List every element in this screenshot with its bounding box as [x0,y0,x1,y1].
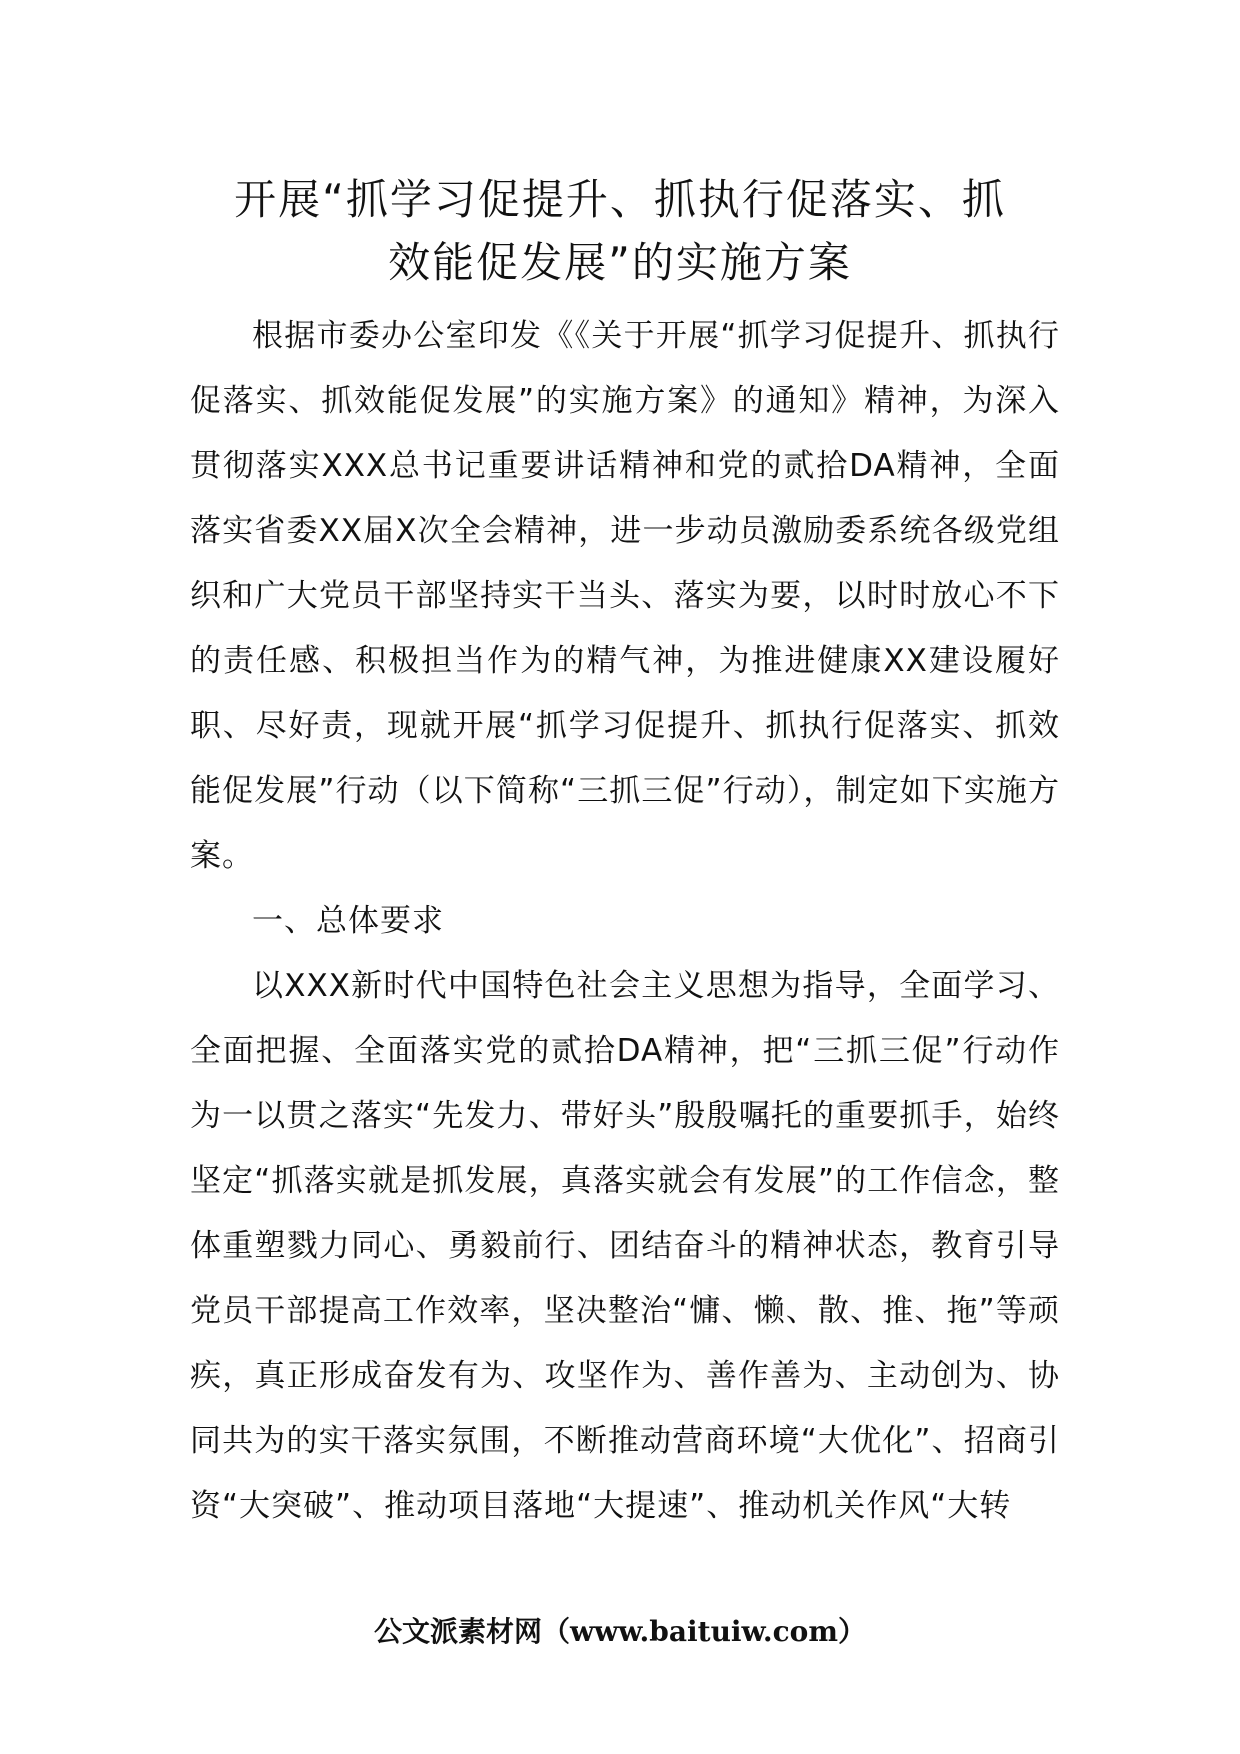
section-heading-general-requirements: 一、总体要求 [252,903,444,939]
general-requirements-paragraph: 以XXX新时代中国特色社会主义思想为指导，全面学习、全面把握、全面落实党的贰拾DA精神，把“三抓三促”行动作为一以贯之落实“先发力、带好头”殷殷嘱托的重要抓手，始终坚定“抓落实就是抓发展，真落实就会有发展”的工作信念，整体重塑戮力同心、勇毅前行、团结奋斗的精神状态，教育引导党员干部提高工作效率，坚决整治“慵、懒、散、推、拖”等顽疾，真正形成奋发有为、攻坚作为、善作善为、主动创为、协同共为的实干落实氛围，不断推动营商环境“大优化”、招商引资“大突破”、推动项目落地“大提速”、推动机关作风“大转 [190,968,1060,1524]
title-line-2: 效能促发展”的实施方案 [388,238,852,287]
intro-paragraph: 根据市委办公室印发《《关于开展“抓学习促提升、抓执行促落实、抓效能促发展”的实施方案》的通知》精神，为深入贯彻落实XXX总书记重要讲话精神和党的贰拾DA精神，全面落实省委XX届X次全会精神，进一步动员激励委系统各级党组织和广大党员干部坚持实干当头、落实为要，以时时放心不下的责任感、积极担当作为的精气神，为推进健康XX建设履好职、尽好责，现就开展“抓学习促提升、抓执行促落实、抓效能促发展”行动（以下简称“三抓三促”行动），制定如下实施方案。 [190,318,1060,874]
document-title [150,168,1090,294]
title-line-1: 开展“抓学习促提升、抓执行促落实、抓 [234,175,1006,224]
footer-watermark: 公文派素材网（www.baituiw.com） [374,1615,866,1648]
document-body [190,304,1060,1539]
